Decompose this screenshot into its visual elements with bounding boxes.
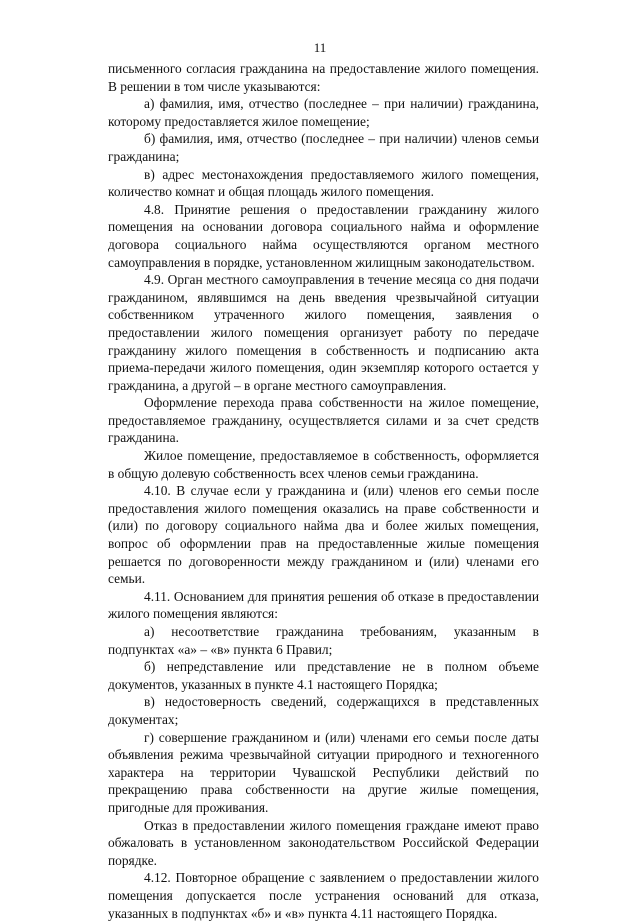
document-body (108, 60, 539, 922)
paragraph-refusal-item-a: а) несоответствие гражданина требованиям, указанным в подпунктах «а» – «в» пункта 6 Правил; (108, 624, 539, 657)
paragraph-appeal: Отказ в предоставлении жилого помещения граждане имеют право обжаловать в установленном законодательством Российской Федерации порядке. (108, 817, 539, 868)
paragraph-4-9: 4.9. Орган местного самоуправления в течение месяца со дня подачи гражданином, являвшимся на день введения чрезвычайной ситуации собственником утраченного жилого помещения, заявления о предоставлении жилого помещения организует работу по передаче гражданину жилого помещения в собственность и подписанию акта приема-передачи жилого помещения, один экземпляр которого остается у гражданина, а другой – в органе местного самоуправления. (108, 272, 539, 393)
paragraph-refusal-item-g: г) совершение гражданином и (или) членами его семьи после даты объявления режима чрезвычайной ситуации природного и техногенного характера на территории Чувашской Республики действий по прекращению права собственности на другие жилые помещения, пригодные для проживания. (108, 729, 539, 815)
paragraph-item-v: в) адрес местонахождения предоставляемого жилого помещения, количество комнат и общая площадь жилого помещения. (108, 166, 539, 200)
paragraph-item-a: а) фамилия, имя, отчество (последнее – при наличии) гражданина, которому предоставляется жилое помещение; (108, 96, 539, 129)
paragraph-refusal-item-v: в) недостоверность сведений, содержащихся в представленных документах; (108, 694, 539, 727)
paragraph-ownership-transfer: Оформление перехода права собственности на жилое помещение, предоставляемое гражданину, осуществляется силами и за счет средств гражданина. (108, 395, 539, 446)
paragraph-item-b: б) фамилия, имя, отчество (последнее – при наличии) членов семьи гражданина; (108, 131, 539, 164)
paragraph-refusal-item-b: б) непредставление или представление не в полном объеме документов, указанных в пункте 4.1 настоящего Порядка; (108, 659, 539, 692)
paragraph-4-12: 4.12. Повторное обращение с заявлением о предоставлении жилого помещения допускается после устранения оснований для отказа, указанных в подпунктах «б» и «в» пункта 4.11 настоящего Порядка. (108, 870, 539, 921)
page-number: 11 (313, 40, 327, 55)
paragraph-shared-ownership: Жилое помещение, предоставляемое в собственность, оформляется в общую долевую собственность всех членов семьи гражданина. (108, 448, 539, 481)
paragraph-4-11: 4.11. Основанием для принятия решения об отказе в предоставлении жилого помещения являются: (108, 588, 539, 622)
paragraph-4-8: 4.8. Принятие решения о предоставлении гражданину жилого помещения на основании договора социального найма и оформление договора социального найма осуществляются органом местного самоуправления в порядке, установленном жилищным законодательством. (108, 201, 539, 270)
paragraph-continuation: письменного согласия гражданина на предоставление жилого помещения. В решении в том числе указываются: (108, 61, 539, 94)
paragraph-4-10: 4.10. В случае если у гражданина и (или) членов его семьи после предоставления жилого помещения оказались на праве собственности и (или) по договору социального найма два и более жилых помещения, вопрос об оформлении прав на предоставленные жилые помещения решается по договоренности между гражданином и (или) членами его семьи. (108, 483, 539, 587)
